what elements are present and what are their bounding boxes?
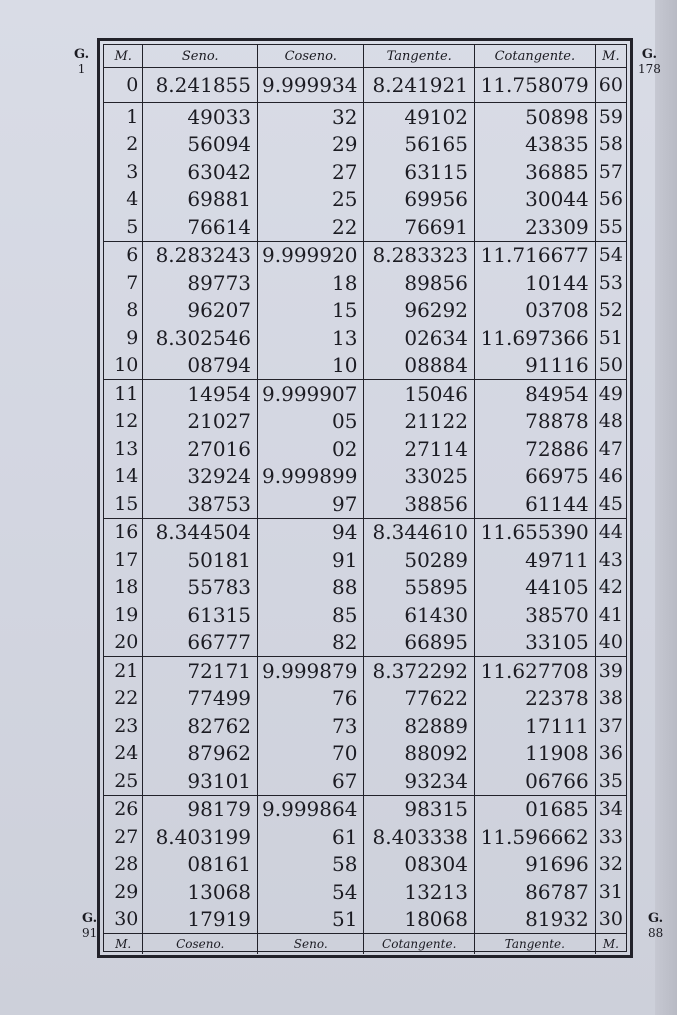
cell-sine: 98179 [143, 795, 258, 823]
footer-sine: Seno. [258, 934, 364, 955]
table-row [104, 767, 626, 795]
footer-minutes: M. [104, 934, 143, 955]
footer-row [104, 934, 626, 955]
margin-top-left [74, 48, 89, 76]
cell-cotangent: 91696 [474, 851, 595, 879]
cell-sine: 49033 [143, 103, 258, 131]
margin-g-label: G. [82, 911, 98, 926]
cell-tangent: 13213 [364, 878, 475, 906]
cell-minute-right: 57 [595, 158, 626, 186]
cell-sine: 77499 [143, 685, 258, 713]
cell-cotangent: 01685 [474, 795, 595, 823]
cell-minute-right: 34 [595, 795, 626, 823]
cell-tangent: 8.241921 [364, 68, 475, 103]
cell-cotangent: 11.697366 [474, 324, 595, 352]
table-row [104, 518, 626, 546]
cell-sine: 56094 [143, 131, 258, 159]
cell-minute: 5 [104, 213, 143, 241]
cell-cosine: 61 [258, 823, 364, 851]
cell-cosine: 9.999864 [258, 795, 364, 823]
cell-minute-right: 50 [595, 352, 626, 380]
cell-cotangent: 11.716677 [474, 241, 595, 269]
cell-sine: 08161 [143, 851, 258, 879]
cell-cotangent: 10144 [474, 269, 595, 297]
cell-minute-right: 37 [595, 712, 626, 740]
cell-minute-right: 45 [595, 490, 626, 518]
cell-minute: 7 [126, 271, 139, 294]
cell-minute-right: 39 [595, 657, 626, 685]
cell-cosine: 85 [258, 601, 364, 629]
table-row [104, 68, 626, 103]
cell-sine: 89773 [143, 269, 258, 297]
table-row [104, 574, 626, 602]
cell-cosine: 9.999879 [258, 657, 364, 685]
cell-sine: 69881 [143, 186, 258, 214]
table-row [104, 297, 626, 325]
cell-minute: 3 [126, 160, 139, 183]
cell-minute: 15 [104, 490, 143, 518]
cell-cotangent: 11.627708 [474, 657, 595, 685]
cell-sine: 55783 [143, 574, 258, 602]
cell-cotangent: 06766 [474, 767, 595, 795]
table-row [104, 352, 626, 380]
cell-sine: 17919 [143, 906, 258, 934]
table-frame [97, 38, 633, 958]
cell-cosine: 9.999934 [258, 68, 364, 103]
table-row [104, 408, 626, 436]
cell-minute-right: 60 [595, 68, 626, 103]
table-row [104, 823, 626, 851]
cell-minute: 12 [114, 410, 139, 433]
cell-cotangent: 11.758079 [474, 68, 595, 103]
cell-minute: 2 [126, 133, 139, 156]
cell-minute-right: 56 [595, 186, 626, 214]
cell-minute: 27 [114, 825, 139, 848]
header-tangent: Tangente. [364, 45, 475, 68]
cell-cotangent: 03708 [474, 297, 595, 325]
header-minutes: M. [104, 45, 143, 68]
cell-sine: 8.403199 [143, 823, 258, 851]
cell-cotangent: 33105 [474, 629, 595, 657]
cell-cosine: 51 [258, 906, 364, 934]
cell-tangent: 93234 [364, 767, 475, 795]
table-row [104, 269, 626, 297]
cell-cotangent: 61144 [474, 490, 595, 518]
cell-sine: 14954 [143, 380, 258, 408]
header-sine: Seno. [143, 45, 258, 68]
footer-cotangent: Cotangente. [364, 934, 475, 955]
cell-sine: 8.283243 [143, 241, 258, 269]
cell-cosine: 15 [258, 297, 364, 325]
cell-minute: 10 [104, 352, 143, 380]
header-row [104, 45, 626, 68]
cell-cosine: 9.999907 [258, 380, 364, 408]
cell-cosine: 54 [258, 878, 364, 906]
cell-tangent: 88092 [364, 740, 475, 768]
cell-sine: 8.344504 [143, 518, 258, 546]
table-row [104, 906, 626, 934]
cell-sine: 8.241855 [143, 68, 258, 103]
cell-cotangent: 11908 [474, 740, 595, 768]
cell-sine: 87962 [143, 740, 258, 768]
cell-cotangent: 81932 [474, 906, 595, 934]
cell-minute: 9 [126, 326, 139, 349]
cell-minute-right: 43 [595, 546, 626, 574]
cell-minute-right: 42 [595, 574, 626, 602]
cell-tangent: 8.283323 [364, 241, 475, 269]
cell-minute-right: 52 [595, 297, 626, 325]
cell-cosine: 70 [258, 740, 364, 768]
margin-bottom-left [82, 912, 97, 940]
trig-table [104, 45, 626, 954]
cell-sine: 82762 [143, 712, 258, 740]
cell-sine: 21027 [143, 408, 258, 436]
cell-tangent: 15046 [364, 380, 475, 408]
cell-minute-right: 54 [595, 241, 626, 269]
cell-minute-right: 51 [595, 324, 626, 352]
cell-sine: 63042 [143, 158, 258, 186]
cell-sine: 66777 [143, 629, 258, 657]
table-row [104, 878, 626, 906]
cell-tangent: 33025 [364, 463, 475, 491]
table-row [104, 380, 626, 408]
cell-sine: 38753 [143, 490, 258, 518]
table-row [104, 158, 626, 186]
cell-minute: 17 [114, 548, 139, 571]
table-row [104, 546, 626, 574]
cell-cosine: 67 [258, 767, 364, 795]
cell-tangent: 38856 [364, 490, 475, 518]
cell-cosine: 97 [258, 490, 364, 518]
cell-minute: 19 [114, 603, 139, 626]
cell-tangent: 82889 [364, 712, 475, 740]
footer-minutes-right: M. [595, 934, 626, 955]
table-row [104, 629, 626, 657]
cell-tangent: 27114 [364, 435, 475, 463]
cell-sine: 96207 [143, 297, 258, 325]
margin-degree: 88 [648, 926, 664, 940]
table-row [104, 685, 626, 713]
cell-sine: 27016 [143, 435, 258, 463]
margin-g-label: G. [648, 911, 664, 926]
cell-cotangent: 66975 [474, 463, 595, 491]
table-row [104, 740, 626, 768]
cell-minute-right: 31 [595, 878, 626, 906]
cell-cosine: 22 [258, 213, 364, 241]
table-row [104, 712, 626, 740]
cell-cotangent: 84954 [474, 380, 595, 408]
table-row [104, 186, 626, 214]
cell-cotangent: 23309 [474, 213, 595, 241]
cell-minute: 21 [114, 659, 139, 682]
cell-cosine: 05 [258, 408, 364, 436]
cell-cosine: 13 [258, 324, 364, 352]
cell-cotangent: 11.655390 [474, 518, 595, 546]
table-frame-inner [103, 44, 627, 952]
cell-cosine: 02 [258, 435, 364, 463]
cell-cotangent: 11.596662 [474, 823, 595, 851]
cell-cotangent: 49711 [474, 546, 595, 574]
table-row [104, 213, 626, 241]
cell-minute: 26 [114, 798, 139, 821]
cell-cosine: 94 [258, 518, 364, 546]
table-row [104, 324, 626, 352]
cell-minute: 20 [104, 629, 143, 657]
cell-tangent: 49102 [364, 103, 475, 131]
cell-cotangent: 17111 [474, 712, 595, 740]
cell-minute-right: 30 [595, 906, 626, 934]
cell-sine: 76614 [143, 213, 258, 241]
cell-sine: 32924 [143, 463, 258, 491]
cell-tangent: 50289 [364, 546, 475, 574]
cell-minute-right: 33 [595, 823, 626, 851]
cell-minute: 14 [114, 465, 139, 488]
cell-tangent: 02634 [364, 324, 475, 352]
cell-minute-right: 40 [595, 629, 626, 657]
cell-cosine: 32 [258, 103, 364, 131]
table-row [104, 131, 626, 159]
cell-cosine: 88 [258, 574, 364, 602]
margin-g-label: G. [641, 47, 658, 62]
header-cotangent: Cotangente. [474, 45, 595, 68]
cell-minute-right: 48 [595, 408, 626, 436]
table-row [104, 795, 626, 823]
cell-tangent: 18068 [364, 906, 475, 934]
cell-cosine: 27 [258, 158, 364, 186]
cell-sine: 08794 [143, 352, 258, 380]
cell-minute-right: 49 [595, 380, 626, 408]
cell-tangent: 55895 [364, 574, 475, 602]
table-row [104, 103, 626, 131]
cell-minute: 25 [104, 767, 143, 795]
cell-minute-right: 32 [595, 851, 626, 879]
cell-minute-right: 59 [595, 103, 626, 131]
cell-tangent: 63115 [364, 158, 475, 186]
cell-tangent: 89856 [364, 269, 475, 297]
table-row [104, 657, 626, 685]
cell-minute: 1 [126, 105, 139, 128]
cell-minute: 11 [114, 382, 139, 405]
cell-cosine: 10 [258, 352, 364, 380]
cell-cosine: 73 [258, 712, 364, 740]
margin-top-right [638, 48, 661, 76]
cell-minute-right: 58 [595, 131, 626, 159]
cell-minute: 18 [114, 576, 139, 599]
cell-cosine: 25 [258, 186, 364, 214]
cell-minute: 0 [104, 68, 143, 103]
cell-tangent: 8.372292 [364, 657, 475, 685]
cell-minute: 13 [114, 437, 139, 460]
cell-tangent: 8.344610 [364, 518, 475, 546]
cell-minute-right: 44 [595, 518, 626, 546]
margin-bottom-right [648, 912, 663, 940]
cell-tangent: 66895 [364, 629, 475, 657]
cell-cosine: 9.999920 [258, 241, 364, 269]
cell-cotangent: 30044 [474, 186, 595, 214]
footer-cosine: Coseno. [143, 934, 258, 955]
cell-sine: 50181 [143, 546, 258, 574]
cell-minute: 29 [114, 880, 139, 903]
margin-g-label: G. [74, 47, 90, 62]
cell-minute-right: 53 [595, 269, 626, 297]
table-body [104, 68, 626, 934]
cell-cotangent: 36885 [474, 158, 595, 186]
table-row [104, 241, 626, 269]
cell-cosine: 58 [258, 851, 364, 879]
table-row [104, 463, 626, 491]
cell-minute-right: 55 [595, 213, 626, 241]
cell-tangent: 08884 [364, 352, 475, 380]
cell-cotangent: 78878 [474, 408, 595, 436]
cell-tangent: 98315 [364, 795, 475, 823]
cell-sine: 8.302546 [143, 324, 258, 352]
cell-minute-right: 41 [595, 601, 626, 629]
cell-cotangent: 38570 [474, 601, 595, 629]
table-row [104, 601, 626, 629]
cell-minute-right: 46 [595, 463, 626, 491]
cell-tangent: 77622 [364, 685, 475, 713]
header-minutes-right: M. [595, 45, 626, 68]
cell-minute: 28 [114, 853, 139, 876]
footer-tangent: Tangente. [474, 934, 595, 955]
cell-cotangent: 86787 [474, 878, 595, 906]
header-cosine: Coseno. [258, 45, 364, 68]
cell-minute: 8 [126, 299, 139, 322]
cell-minute-right: 38 [595, 685, 626, 713]
cell-cotangent: 22378 [474, 685, 595, 713]
cell-minute: 30 [104, 906, 143, 934]
cell-cotangent: 44105 [474, 574, 595, 602]
margin-degree: 178 [638, 62, 661, 76]
cell-minute: 4 [126, 188, 139, 211]
table-row [104, 490, 626, 518]
cell-tangent: 96292 [364, 297, 475, 325]
cell-cosine: 9.999899 [258, 463, 364, 491]
cell-cotangent: 43835 [474, 131, 595, 159]
cell-minute-right: 36 [595, 740, 626, 768]
table-row [104, 435, 626, 463]
cell-minute: 24 [114, 742, 139, 765]
cell-tangent: 76691 [364, 213, 475, 241]
cell-minute: 16 [114, 521, 139, 544]
cell-minute-right: 47 [595, 435, 626, 463]
cell-cosine: 18 [258, 269, 364, 297]
cell-minute: 22 [114, 687, 139, 710]
cell-cotangent: 50898 [474, 103, 595, 131]
cell-tangent: 8.403338 [364, 823, 475, 851]
cell-cosine: 91 [258, 546, 364, 574]
cell-cotangent: 91116 [474, 352, 595, 380]
cell-cosine: 82 [258, 629, 364, 657]
cell-minute: 23 [114, 714, 139, 737]
cell-minute-right: 35 [595, 767, 626, 795]
cell-sine: 93101 [143, 767, 258, 795]
cell-cosine: 29 [258, 131, 364, 159]
cell-cosine: 76 [258, 685, 364, 713]
cell-tangent: 61430 [364, 601, 475, 629]
margin-degree: 1 [77, 62, 86, 76]
cell-sine: 13068 [143, 878, 258, 906]
cell-cotangent: 72886 [474, 435, 595, 463]
cell-sine: 72171 [143, 657, 258, 685]
cell-sine: 61315 [143, 601, 258, 629]
table-row [104, 851, 626, 879]
cell-tangent: 69956 [364, 186, 475, 214]
page-edge [655, 0, 677, 1015]
cell-tangent: 08304 [364, 851, 475, 879]
cell-tangent: 21122 [364, 408, 475, 436]
margin-degree: 91 [82, 926, 98, 940]
cell-minute: 6 [126, 244, 139, 267]
cell-tangent: 56165 [364, 131, 475, 159]
